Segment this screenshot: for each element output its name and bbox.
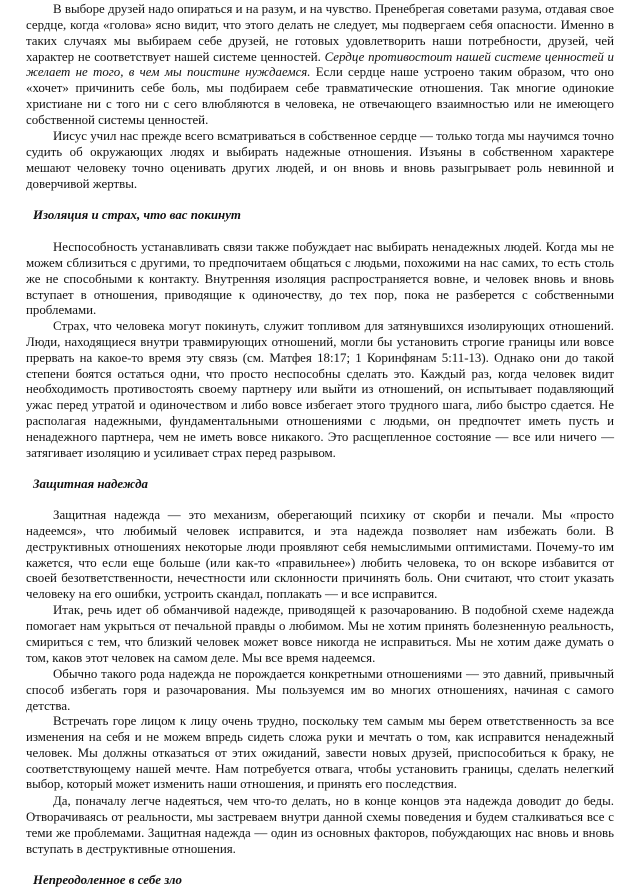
paragraph-jesus-taught: Иисус учил нас прежде всего всматриваться в собственное сердце — только тогда мы научимся точно судить об окружающих людях и выбирать надежные отношения. Изъяны в собственном характере мешают человеку точно оценивать других людей, и он вновь и вновь разыгрывает роль невинной и доверчивой жертвы. [26,129,614,191]
paragraph-defensive-hope: Защитная надежда — это механизм, оберегающий психику от скорби и печали. Мы «просто надеемся», что любимый человек исправится, и эта надежда позволяет нам избежать боли. В деструктивных отношениях некоторые люди проявляют себя немыслимыми оптимистами. Почему-то им кажется, что если еще больше (или как-то «правильнее») любить человека, то он вскоре избавится от своей безответственности, нечестности или склонности причинять боль. Они считают, что стоит указать человеку на его ошибки, устроить скандал, поплакать — и все исправится. [26,508,614,602]
paragraph-deceptive-hope: Итак, речь идет об обманчивой надежде, приводящей к разочарованию. В подобной схеме надежда помогает нам укрыться от печальной правды о любимом. Мы не хотим принять болезненную реальность, смириться с тем, что близкий человек может вовсе никогда не исправиться. Мы не хотим даже думать о том, каков этот человек на самом деле. Мы все время надеемся. [26,603,614,665]
section-heading-isolation: Изоляция и страх, что вас покинут [33,208,241,222]
paragraph-facing-grief: Встречать горе лицом к лицу очень трудно, поскольку тем самым мы берем ответственность за все изменения на себя и не можем впредь сидеть сложа руки и мечтать о том, как исправится ненадежный человек. Мы должны отказаться от этих ожиданий, завести новых друзей, приспособиться к браку, не соответствующему нашей мечте. Нам потребуется отвага, чтобы установить границы, сделать нелегкий выбор, который может изменить наши отношения, и принять его последствия. [26,714,614,792]
paragraph-inability-connect: Неспособность устанавливать связи также побуждает нас выбирать ненадежных людей. Когда мы не можем сблизиться с другими, то предпочитаем общаться с людьми, похожими на нас самих, то есть столь же не способными к контакту. Внутренняя изоляция распространяется вовне, и человек вновь и вновь вступает в отношения, приводящие к одиночеству, до тех пор, пока не разберется с собственными проблемами. [26,240,614,318]
paragraph-friends-choice [26,2,614,129]
paragraph-easier-hope: Да, поначалу легче надеяться, чем что-то делать, но в конце концов эта надежда доводит до беды. Отворачиваясь от реальности, мы застреваем внутри данной схемы поведения и будем сталкиваться все с теми же проблемами. Защитная надежда — один из основных факторов, побуждающих нас вновь и вновь вступать в деструктивные отношения. [26,794,614,856]
section-heading-unconquered-evil: Непреодоленное в себе зло [33,873,182,887]
paragraph-text: В выборе друзей надо опираться и на разум, и на чувство. Пренебрегая советами разума, отдавая свое сердце, когда «голова» ясно видит, что этого делать не следует, мы подвергаем себя опасности. Именно в таких случаях мы выбираем себе друзей, не готовых удовлетворить наши потребности, друзей, чей характер не соответствует нашей системе ценностей. [26,2,614,64]
paragraph-text: Если сердце наше устроено таким образом, что оно «хочет» причинить себе боль, мы подбираем себе травматические отношения. Так многие одинокие христиане ни с того ни с сего влюбляются в человека, не отвечающего взаимностью или не имеющего собственной системы ценностей. [26,65,614,127]
paragraph-usual-hope: Обычно такого рода надежда не порождается конкретными отношениями — это давний, привычный способ избегать горя и разочарования. Мы пользуемся им во многих отношениях, начиная с самого детства. [26,667,614,713]
section-heading-defensive-hope: Защитная надежда [33,477,148,491]
paragraph-fear-abandonment: Страх, что человека могут покинуть, служит топливом для затянувшихся изолирующих отношений. Люди, находящиеся внутри травмирующих отношений, могли бы установить строгие границы или вовсе прервать на какое-то время эту связь (см. Матфея 18:17; 1 Коринфянам 5:11-13). Однако они до такой степени боятся остаться одни, что просто неспособны сделать это. Каждый раз, когда человек видит необходимость противостоять своему партнеру или выйти из отношений, он испытывает подавляющий ужас перед утратой и одиночеством и либо вовсе избегает этого трудного шага, либо быстро сдается. Не располагая надежными, фундаментальными отношениями с людьми, он предпочтет иметь пусть и ненадежного партнера, чем не иметь вовсе никакого. Это расщепленное состояние — все или ничего — затягивает изоляцию и усиливает страх перед разрывом. [26,319,614,460]
emphasized-sentence: Сердце противостоит нашей системе ценностей и желает не того, в чем мы поистине нуждаемся. [26,49,614,80]
